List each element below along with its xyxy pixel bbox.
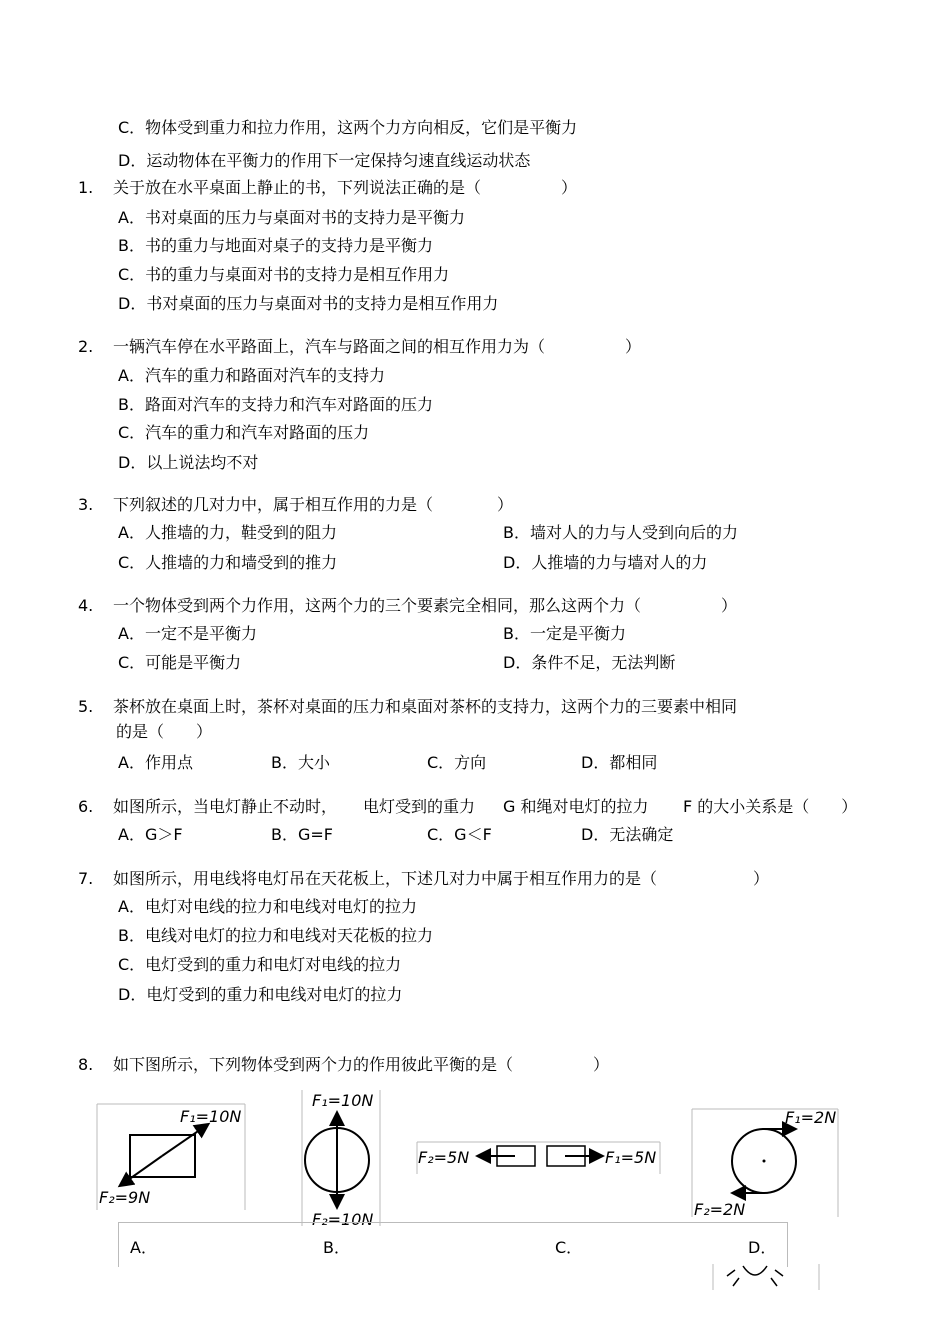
- option-d: D．人推墙的力与墙对人的力: [503, 553, 708, 572]
- figure-c-diagram: [415, 1138, 665, 1178]
- force-label: F₂=5N: [418, 1148, 470, 1167]
- question-stem: 一辆汽车停在水平路面上，汽车与路面之间的相互作用力为（ ）: [113, 337, 642, 356]
- question-stem: 下列叙述的几对力中，属于相互作用的力是（ ）: [113, 495, 514, 514]
- figure-b-diagram: [300, 1088, 385, 1228]
- option-b: B．G=F: [271, 825, 333, 844]
- option-b: B．电线对电灯的拉力和电线对天花板的拉力: [118, 926, 433, 945]
- option-c: C．电灯受到的重力和电灯对电线的拉力: [118, 955, 402, 974]
- divider: [787, 1223, 788, 1267]
- force-label: F₁=5N: [605, 1148, 657, 1167]
- question-stem: 如图所示，当电灯静止不动时，: [113, 797, 338, 816]
- question-stem: 关于放在水平桌面上静止的书，下列说法正确的是（ ）: [113, 178, 578, 197]
- question-stem: F 的大小关系是（ ）: [683, 797, 858, 816]
- option-c: C．: [555, 1238, 583, 1257]
- option-b: B．: [323, 1238, 350, 1257]
- option-a: A．电灯对电线的拉力和电线对电灯的拉力: [118, 897, 417, 916]
- question-number: 6.: [78, 797, 94, 816]
- force-label: F₁=2N: [785, 1108, 837, 1127]
- force-label: F₂=2N: [694, 1200, 746, 1219]
- option-d: D．都相同: [581, 753, 658, 772]
- force-label: F₂=9N: [99, 1188, 151, 1207]
- option-a: A．: [130, 1238, 157, 1257]
- question-stem: 一个物体受到两个力作用，这两个力的三个要素完全相同，那么这两个力（ ）: [113, 596, 738, 615]
- option-c: C．物体受到重力和拉力作用，这两个力方向相反，它们是平衡力: [118, 118, 578, 137]
- force-label: F₁=10N: [180, 1107, 242, 1126]
- option-d: D．电灯受到的重力和电线对电灯的拉力: [118, 985, 403, 1004]
- option-a: A．G＞F: [118, 825, 183, 844]
- option-c: C．可能是平衡力: [118, 653, 242, 672]
- option-b: B．书的重力与地面对桌子的支持力是平衡力: [118, 236, 433, 255]
- option-b: B．大小: [271, 753, 330, 772]
- option-c: C．书的重力与桌面对书的支持力是相互作用力: [118, 265, 450, 284]
- force-label: F₂=10N: [312, 1210, 374, 1228]
- option-a: A．作用点: [118, 753, 193, 772]
- option-a: A．一定不是平衡力: [118, 624, 257, 643]
- lamp-icon: [705, 1262, 825, 1292]
- option-d: D．运动物体在平衡力的作用下一定保持匀速直线运动状态: [118, 151, 531, 170]
- question-stem: 如图所示，用电线将电灯吊在天花板上，下述几对力中属于相互作用力的是（ ）: [113, 869, 770, 888]
- option-a: A．书对桌面的压力与桌面对书的支持力是平衡力: [118, 208, 465, 227]
- option-d: D．条件不足，无法判断: [503, 653, 676, 672]
- figure-a-diagram: [95, 1100, 250, 1215]
- question-number: 7.: [78, 869, 94, 888]
- option-c: C．人推墙的力和墙受到的推力: [118, 553, 338, 572]
- question-stem: 电灯受到的重力: [363, 797, 476, 816]
- question-stem: G 和绳对电灯的拉力: [503, 797, 649, 816]
- figure-options-row: [118, 1222, 788, 1267]
- question-number: 4.: [78, 596, 94, 615]
- question-stem: 如下图所示，下列物体受到两个力的作用彼此平衡的是（ ）: [113, 1055, 610, 1074]
- question-number: 2.: [78, 337, 94, 356]
- option-a: A．汽车的重力和路面对汽车的支持力: [118, 366, 385, 385]
- question-stem-continued: 的是（ ）: [116, 722, 213, 741]
- question-number: 5.: [78, 697, 94, 716]
- option-c: C．方向: [427, 753, 487, 772]
- option-b: B．一定是平衡力: [503, 624, 626, 643]
- option-d: D．: [748, 1238, 777, 1257]
- question-number: 3.: [78, 495, 94, 514]
- option-b: B．墙对人的力与人受到向后的力: [503, 523, 738, 542]
- divider: [118, 1223, 119, 1267]
- option-d: D．以上说法均不对: [118, 453, 259, 472]
- figure-d-diagram: [690, 1105, 840, 1220]
- question-stem: 茶杯放在桌面上时，茶杯对桌面的压力和桌面对茶杯的支持力，这两个力的三要素中相同: [113, 697, 738, 716]
- force-label: F₁=10N: [312, 1091, 374, 1110]
- option-b: B．路面对汽车的支持力和汽车对路面的压力: [118, 395, 433, 414]
- option-d: D．无法确定: [581, 825, 674, 844]
- option-d: D．书对桌面的压力与桌面对书的支持力是相互作用力: [118, 294, 499, 313]
- option-c: C．汽车的重力和汽车对路面的压力: [118, 423, 370, 442]
- option-a: A．人推墙的力，鞋受到的阻力: [118, 523, 337, 542]
- question-number: 1.: [78, 178, 94, 197]
- option-c: C．G＜F: [427, 825, 492, 844]
- question-number: 8.: [78, 1055, 94, 1074]
